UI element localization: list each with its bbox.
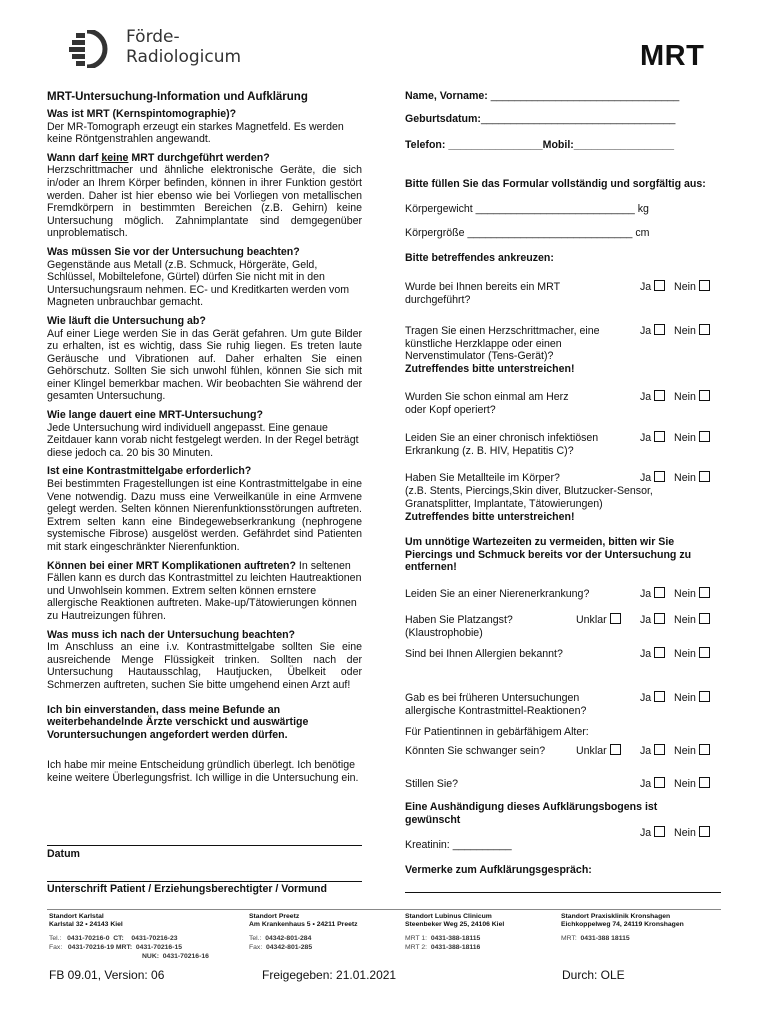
- section-text: Bei bestimmten Fragestellungen ist eine Kontrastmittelgabe in eine Vene notwendig. Dazu muss eine Verweilkanüle in eine Armvene gelegt werden. Selten können Nierenfunktionsstörungen auftreten. Extrem selten kann eine Bindegewebserkrankung (nephrogene systemische Fibrose) ausgelöst werden. Gefährdet sind Patienten mit stark eingeschränkter Nierenfunktion.: [47, 478, 362, 553]
- checkbox-yes[interactable]: [654, 324, 665, 335]
- checkbox-yes[interactable]: [654, 826, 665, 837]
- phone-field[interactable]: Telefon: ________________Mobil:_________________: [405, 139, 674, 151]
- signature-line[interactable]: [47, 881, 362, 882]
- footer-divider: [47, 909, 721, 910]
- section-heading: Ist eine Kontrastmittelgabe erforderlich?: [47, 465, 252, 478]
- checkbox-no[interactable]: [699, 390, 710, 401]
- checkbox-yes[interactable]: [654, 691, 665, 702]
- form-instruction: Bitte füllen Sie das Formular vollständig und sorgfältig aus:: [405, 178, 706, 190]
- checkbox-yes[interactable]: [654, 471, 665, 482]
- section-text: Gegenstände aus Metall (z.B. Schmuck, Hörgeräte, Geld, Schlüssel, Mobiltelefone, Gürtel) dürfen Sie nicht mit in den Untersuchungsraum nehmen. EC- und Kreditkarten werden vom Magneten unbrauchbar gemacht.: [47, 258, 350, 309]
- section-heading: Was müssen Sie vor der Untersuchung beachten?: [47, 245, 300, 258]
- answer-yes-no[interactable]: Ja Nein: [640, 744, 710, 758]
- birthdate-field[interactable]: Geburtsdatum:_________________________________: [405, 113, 676, 125]
- footer-location-lubinus: Standort Lubinus Clinicum Steenbeker Weg 25, 24106 Kiel MRT 1: 0431-388-18115 MRT 2: 0431-388-18116: [405, 913, 505, 951]
- question-prior-mrt: Wurde bei Ihnen bereits ein MRT durchgeführt?: [405, 281, 560, 306]
- section-text: Herzschrittmacher und ähnliche elektronische Geräte, die sich in/oder an Ihrem Körper befinden, können in ihrer Funktion gestört werden. Daher ist hier ebenso wie bei Vorliegen von metallischen Fremdkörpern in bestimmten Bereichen (z.B. Gehirn) keine Untersuchung möglich. Zahnimplantate sind demgegenüber unproblematisch.: [47, 164, 362, 240]
- checkbox-yes[interactable]: [654, 587, 665, 598]
- question-contrast-reaction: Gab es bei früheren Untersuchungen allergische Kontrastmittel-Reaktionen?: [405, 692, 587, 717]
- answer-yes-no[interactable]: Ja Nein: [640, 613, 710, 627]
- question-claustrophobia: Haben Sie Platzangst? (Klaustrophobie): [405, 614, 513, 639]
- section-text: Auf einer Liege werden Sie in das Gerät gefahren. Um gute Bilder zu erhalten, ist es wichtig, dass Sie ruhig liegen. Es treten laute Geräusche und Vibrationen auf. Daher erhalten Sie einen Gehörschutz. Sollten Sie sich unwohl fühlen, können Sie sich mit einer Klingel bemerkbar machen. Wir beobachten Sie während der gesamten Untersuchung.: [47, 327, 362, 403]
- checkbox-no[interactable]: [699, 647, 710, 658]
- left-column: [47, 108, 362, 785]
- checkbox-yes[interactable]: [654, 280, 665, 291]
- checkbox-unclear[interactable]: [610, 744, 621, 755]
- logo-mark-icon: [66, 30, 112, 68]
- section-heading: Was muss ich nach der Untersuchung beachten?: [47, 628, 296, 641]
- section-heading: Wie lange dauert eine MRT-Untersuchung?: [47, 409, 263, 422]
- weight-field[interactable]: Körpergewicht ___________________________ kg: [405, 203, 649, 215]
- consent-statement: Ich bin einverstanden, dass meine Befunde an weiterbehandelnde Ärzte verschickt und auswärtige Voruntersuchungen angefordert werden dürfen.: [47, 703, 309, 741]
- section-text: Der MR-Tomograph erzeugt ein starkes Magnetfeld. Es werden keine Röntgenstrahlen angewandt.: [47, 120, 344, 146]
- answer-yes-no[interactable]: Ja Nein: [640, 691, 710, 705]
- checkbox-yes[interactable]: [654, 613, 665, 624]
- released-by: Durch: OLE: [562, 968, 625, 982]
- answer-yes-no[interactable]: Ja Nein: [640, 280, 710, 294]
- height-field[interactable]: Körpergröße ____________________________ cm: [405, 227, 650, 239]
- name-field[interactable]: Name, Vorname: ________________________________: [405, 90, 680, 102]
- section-block: Können bei einer MRT Komplikationen auftreten? In seltenen Fällen kann es durch das Kontrastmittel zu leichten Hautreaktionen und Unwohlsein kommen. Extrem selten können ernstere allergische Reaktionen auftreten. Make-up/Tätowierungen können zu Hautreizungen führen.: [47, 559, 362, 622]
- waiting-note: Um unnötige Wartezeiten zu vermeiden, bitten wir Sie Piercings und Schmuck bereits vor der Untersuchung zu entfernen!: [405, 536, 692, 574]
- question-metal: Haben Sie Metallteile im Körper?: [405, 472, 560, 484]
- answer-yes-no[interactable]: Ja Nein: [640, 431, 710, 445]
- question-kidney: Leiden Sie an einer Nierenerkrankung?: [405, 588, 590, 600]
- doc-type: MRT: [640, 40, 705, 72]
- checkbox-yes[interactable]: [654, 390, 665, 401]
- section-heading: Was ist MRT (Kernspintomographie)?: [47, 108, 237, 120]
- consent-text: Ich habe mir meine Entscheidung gründlich überlegt. Ich benötige keine weitere Überlegungsfrist. Ich willige in die Untersuchung ein.: [47, 759, 359, 784]
- section-heading: Wann darf keine MRT durchgeführt werden?: [47, 151, 270, 164]
- checkbox-no[interactable]: [699, 587, 710, 598]
- checkbox-no[interactable]: [699, 744, 710, 755]
- form-id: FB 09.01, Version: 06: [49, 968, 165, 982]
- women-label: Für Patientinnen in gebärfähigem Alter:: [405, 726, 589, 738]
- section-text: Im Anschluss an eine i.v. Kontrastmittelgabe sollten Sie eine ausreichende Menge Flüssigkeit trinken. Sollten nach der Untersuchung Hautausschlag, Hautjucken, Übelkeit oder Schmerzen auftreten, suchen Sie bitte umgehend einen Arzt auf!: [47, 641, 362, 691]
- checkbox-no[interactable]: [699, 613, 710, 624]
- section-text: Jede Untersuchung wird individuell angepasst. Eine genaue Zeitdauer kann vorab nicht festgelegt werden. In der Regel beträgt diese jedoch ca. 20 bis 30 Minuten.: [47, 421, 359, 459]
- question-infection: Leiden Sie an einer chronisch infektiösen Erkrankung (z. B. HIV, Hepatitis C)?: [405, 432, 599, 457]
- checkbox-no[interactable]: [699, 777, 710, 788]
- kreatinin-field[interactable]: Kreatinin: __________: [405, 839, 512, 851]
- checkbox-no[interactable]: [699, 691, 710, 702]
- page-title: MRT-Untersuchung-Information und Aufklärung: [47, 91, 308, 103]
- footer-location-preetz: Standort Preetz Am Krankenhaus 5 • 24211 Preetz Tel.: 04342-801-284 Fax: 04342-801-285: [249, 913, 358, 951]
- section-heading: Wie läuft die Untersuchung ab?: [47, 314, 206, 327]
- answer-yes-no[interactable]: Ja Nein: [640, 390, 710, 404]
- remarks-line[interactable]: [405, 892, 721, 893]
- logo-line1: Förde-: [126, 27, 180, 47]
- metal-examples: (z.B. Stents, Piercings,Skin diver, Blutzucker-Sensor, Granatsplitter, Implantate, Tätowierungen): [405, 485, 653, 510]
- checkbox-no[interactable]: [699, 324, 710, 335]
- checkbox-yes[interactable]: [654, 777, 665, 788]
- answer-unclear[interactable]: Unklar: [576, 613, 621, 627]
- question-handout: Eine Aushändigung dieses Aufklärungsbogens ist gewünscht: [405, 801, 658, 826]
- footer-location-karlstal: Standort Karlstal Karlstal 32 • 24143 Kiel Tel.: 0431-70216-0 CT: 0431-70216-23 Fax: 0431-70216-19 MRT: 0431-70216-15 NUK: 0431-70216-16: [49, 913, 209, 960]
- question-pregnant: Könnten Sie schwanger sein?: [405, 745, 546, 757]
- answer-yes-no[interactable]: Ja Nein: [640, 324, 710, 338]
- question-surgery: Wurden Sie schon einmal am Herz oder Kopf operiert?: [405, 391, 569, 416]
- checkbox-unclear[interactable]: [610, 613, 621, 624]
- answer-unclear[interactable]: Unklar: [576, 744, 621, 758]
- footer-location-kronshagen: Standort Praxisklinik Kronshagen Eichkoppelweg 74, 24119 Kronshagen MRT: 0431-388 18115: [561, 913, 684, 942]
- question-breastfeeding: Stillen Sie?: [405, 778, 458, 790]
- release-date: Freigegeben: 21.01.2021: [262, 968, 397, 982]
- checkbox-no[interactable]: [699, 280, 710, 291]
- checkbox-no[interactable]: [699, 471, 710, 482]
- checkbox-no[interactable]: [699, 431, 710, 442]
- logo-line2: Radiologicum: [126, 47, 242, 67]
- date-line[interactable]: [47, 845, 362, 846]
- remarks-label: Vermerke zum Aufklärungsgespräch:: [405, 864, 592, 876]
- answer-yes-no[interactable]: Ja Nein: [640, 587, 710, 601]
- checkbox-yes[interactable]: [654, 647, 665, 658]
- signature-label: Unterschrift Patient / Erziehungsberechtigter / Vormund: [47, 883, 327, 895]
- underline-note: Zutreffendes bitte unterstreichen!: [405, 363, 575, 375]
- checkbox-yes[interactable]: [654, 744, 665, 755]
- logo: [66, 28, 256, 70]
- check-instruction: Bitte betreffendes ankreuzen:: [405, 252, 554, 264]
- question-pacemaker: Tragen Sie einen Herzschrittmacher, eine künstliche Herzklappe oder einen Nervenstimulator (Tens-Gerät)?: [405, 325, 600, 363]
- date-label: Datum: [47, 848, 80, 860]
- checkbox-no[interactable]: [699, 826, 710, 837]
- answer-yes-no[interactable]: Ja Nein: [640, 647, 710, 661]
- underline-note: Zutreffendes bitte unterstreichen!: [405, 511, 575, 523]
- question-allergies: Sind bei Ihnen Allergien bekannt?: [405, 648, 563, 660]
- answer-yes-no[interactable]: Ja Nein: [640, 777, 710, 791]
- answer-yes-no[interactable]: Ja Nein: [640, 471, 710, 485]
- answer-yes-no[interactable]: Ja Nein: [640, 826, 710, 840]
- checkbox-yes[interactable]: [654, 431, 665, 442]
